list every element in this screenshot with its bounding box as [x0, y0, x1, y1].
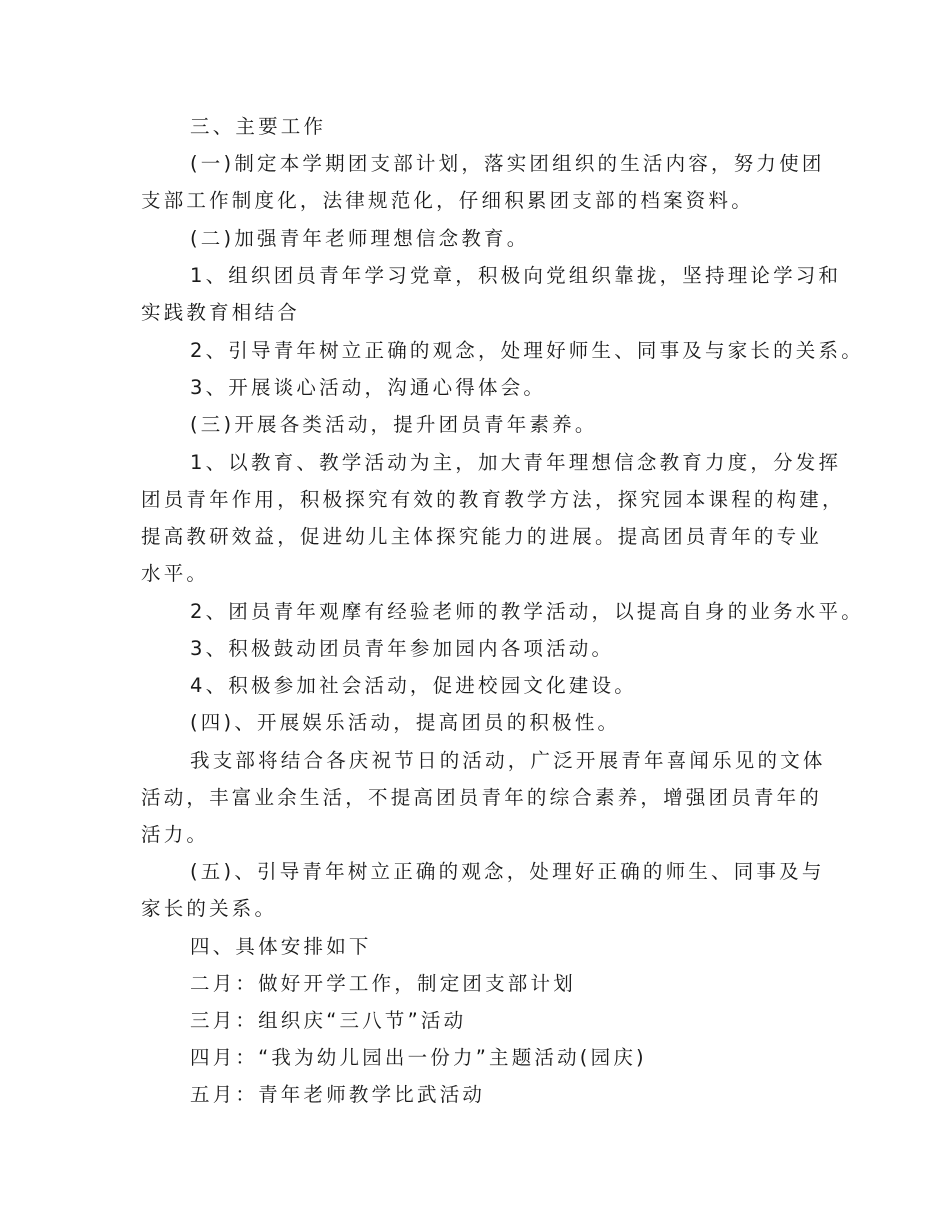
- text-line: 2、团员青年观摩有经验老师的教学活动，以提高自身的业务水平。: [190, 600, 864, 623]
- schedule-item: 五月：青年老师教学比武活动: [190, 1083, 486, 1106]
- text-line: 支部工作制度化，法律规范化，仔细积累团支部的档案资料。: [141, 189, 754, 212]
- section-heading-schedule: 四、具体安排如下: [190, 935, 372, 958]
- text-line: 2、引导青年树立正确的观念，处理好师生、同事及与家长的关系。: [190, 339, 864, 362]
- text-line: 活动，丰富业余生活，不提高团员青年的综合素养，增强团员青年的: [141, 786, 823, 809]
- text-line: 4、积极参加社会活动，促进校园文化建设。: [190, 674, 637, 697]
- text-line: 1、以教育、教学活动为主，加大青年理想信念教育力度，分发挥: [190, 451, 842, 474]
- subsection-heading: (二)加强青年老师理想信念教育。: [190, 227, 530, 250]
- schedule-item: 二月：做好开学工作，制定团支部计划: [190, 972, 576, 995]
- text-line: 3、积极鼓动团员青年参加园内各项活动。: [190, 637, 615, 660]
- subsection-heading: (五)、引导青年树立正确的观念，处理好正确的师生、同事及与: [190, 860, 825, 883]
- text-line: 实践教育相结合: [141, 301, 300, 324]
- text-line: 团员青年作用，积极探究有效的教育教学方法，探究园本课程的构建，: [141, 488, 845, 511]
- subsection-heading: (四)、开展娱乐活动，提高团员的积极性。: [190, 711, 621, 734]
- section-heading-main-work: 三、主要工作: [190, 115, 327, 138]
- text-line: 我支部将结合各庆祝节日的活动，广泛开展青年喜闻乐见的文体: [190, 749, 826, 772]
- text-line: 水平。: [141, 562, 210, 585]
- schedule-item: 四月：“我为幼儿园出一份力”主题活动(园庆): [190, 1046, 647, 1069]
- text-line: 提高教研效益，促进幼儿主体探究能力的进展。提高团员青年的专业: [141, 525, 823, 548]
- subsection-heading: (三)开展各类活动，提升团员青年素养。: [190, 413, 598, 436]
- text-line: 家长的关系。: [141, 897, 278, 920]
- text-line: 活力。: [141, 823, 210, 846]
- schedule-item: 三月：组织庆“三八节”活动: [190, 1009, 467, 1032]
- text-line: (一)制定本学期团支部计划，落实团组织的生活内容，努力使团: [190, 152, 825, 175]
- text-line: 1、组织团员青年学习党章，积极向党组织靠拢，坚持理论学习和: [190, 264, 842, 287]
- text-line: 3、开展谈心活动，沟通心得体会。: [190, 376, 547, 399]
